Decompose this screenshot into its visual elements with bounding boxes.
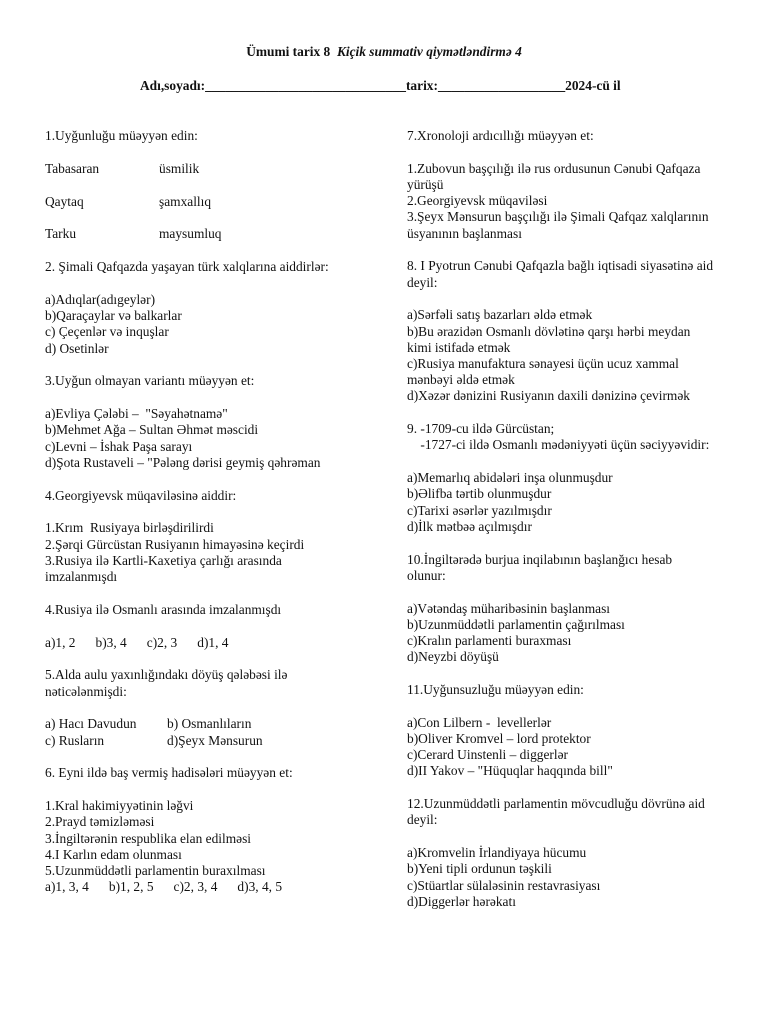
answer-option[interactable]: b)Uzunmüddətli parlamentin çağırılması: [407, 616, 625, 632]
question-title: 9. -1709-cu ildə Gürcüstan;: [407, 421, 555, 437]
answer-option[interactable]: b) Osmanlıların: [167, 716, 252, 732]
question-title: nəticələnmişdi:: [45, 683, 127, 699]
answer-option[interactable]: c)Stüartlar sülaləsinin restavrasiyası: [407, 877, 601, 893]
match-row: [45, 226, 385, 242]
answer-option[interactable]: a) Hacı Davudun: [45, 716, 137, 732]
list-item: 2.Şərqi Gürcüstan Rusiyanın himayəsinə keçirdi: [45, 536, 305, 552]
list-item: yürüşü: [407, 177, 444, 192]
list-item: imzalanmışdı: [45, 569, 118, 584]
answer-options-row: [45, 733, 385, 749]
answer-option[interactable]: d)Şeyx Mənsurun: [167, 732, 263, 748]
question-title: 4.Georgiyevsk müqaviləsinə aiddir:: [45, 487, 237, 503]
answer-option[interactable]: a)Vətəndaş müharibəsinin başlanması: [407, 600, 611, 616]
answer-option[interactable]: mənbəyi əldə etmək: [407, 372, 515, 388]
answer-option[interactable]: d)İlk mətbəə açılmışdır: [407, 518, 532, 534]
question-title: 8. I Pyotrun Cənubi Qafqazla bağlı iqtisadi siyasətinə aid: [407, 258, 714, 274]
date-field-label[interactable]: tarix:___________________: [405, 78, 566, 93]
question-title: 5.Alda aulu yaxınlığındakı döyüş qələbəsi ilə: [45, 667, 288, 683]
answer-option[interactable]: c)Cerard Uinstenli – diggerlər: [407, 747, 569, 763]
answer-option[interactable]: b)Oliver Kromvel – lord protektor: [407, 731, 591, 747]
answer-option[interactable]: a)Con Lilbern - levellerlər: [407, 714, 552, 730]
subject-title: Ümumi tarix 8: [246, 44, 331, 59]
answer-option[interactable]: d)3, 4, 5: [237, 879, 283, 895]
assessment-title: Kiçik summativ qiymətləndirmə 4: [336, 44, 522, 59]
answer-option[interactable]: c)Levni – İshak Paşa sarayı: [45, 438, 193, 454]
list-item: 2.Georgiyevsk müqaviləsi: [407, 193, 548, 209]
question-title: 3.Uyğun olmayan variantı müəyyən et:: [45, 373, 255, 389]
match-right: üsmilik: [159, 160, 200, 176]
answer-option[interactable]: d) Osetinlər: [45, 340, 109, 356]
list-item: 3.İngiltərənin respublika elan edilməsi: [45, 830, 252, 846]
answer-option[interactable]: kimi istifadə etmək: [407, 339, 511, 355]
question-title: deyil:: [407, 274, 438, 290]
question-title: 11.Uyğunsuzluğu müəyyən edin:: [407, 682, 584, 698]
question-title: deyil:: [407, 812, 438, 828]
answer-option[interactable]: c)Tarixi əsərlər yazılmışdır: [407, 502, 552, 518]
answer-option[interactable]: c)2, 3: [146, 634, 178, 650]
answer-option[interactable]: c) Rusların: [45, 732, 105, 748]
list-item: 1.Krım Rusiyaya birləşdirilirdi: [45, 520, 214, 536]
answer-option[interactable]: a)Memarlıq abidələri inşa olunmuşdur: [407, 470, 613, 486]
answer-options-row: [45, 879, 385, 895]
answer-option[interactable]: b)Mehmet Ağa – Sultan Əhmət məscidi: [45, 422, 259, 438]
answer-option[interactable]: b)Qaraçaylar və balkarlar: [45, 308, 182, 324]
answer-option[interactable]: a)Kromvelin İrlandiyaya hücumu: [407, 845, 587, 861]
answer-option[interactable]: a)Adıqlar(adıgeylər): [45, 291, 156, 307]
list-item: üsyanının başlanması: [407, 225, 522, 241]
list-item: 3.Şeyx Mənsurun başçılığı ilə Şimali Qafqaz xalqlarının: [407, 209, 709, 225]
question-title: olunur:: [407, 567, 446, 583]
answer-option[interactable]: b)3, 4: [95, 634, 127, 650]
answer-option[interactable]: c)Rusiya manufaktura sənayesi üçün ucuz xammal: [407, 356, 679, 372]
list-item: 2.Prayd təmizləməsi: [45, 814, 155, 830]
right-column: [407, 128, 727, 910]
match-right: şamxallıq: [159, 193, 212, 209]
question-title: 2. Şimali Qafqazda yaşayan türk xalqlarına aiddirlər:: [45, 259, 329, 275]
match-left: Tarku: [45, 226, 77, 242]
answer-option[interactable]: b)Bu ərazidən Osmanlı dövlətinə qarşı hərbi meydan: [407, 323, 691, 339]
answer-option[interactable]: d)Xəzər dənizini Rusiyanın daxili dənizinə çevirmək: [407, 388, 690, 404]
answer-option[interactable]: b)Yeni tipli ordunun təşkili: [407, 861, 552, 877]
answer-option[interactable]: d)Şota Rustaveli – "Pələng dərisi geymiş qəhrəman: [45, 454, 321, 470]
answer-option[interactable]: a)1, 3, 4: [45, 879, 89, 895]
match-left: Tabasaran: [45, 160, 100, 176]
answer-options-row: [45, 716, 385, 732]
answer-option[interactable]: c)Kralın parlamenti buraxması: [407, 633, 572, 649]
match-right: maysumluq: [159, 226, 222, 242]
match-row: [45, 161, 385, 177]
list-item: 3.Rusiya ilə Kartli-Kaxetiya çarlığı arasında: [45, 552, 282, 568]
answer-option[interactable]: c)2, 3, 4: [173, 879, 218, 895]
year-label: 2024-cü il: [565, 78, 621, 93]
question-title: 10.İngiltərədə burjua inqilabının başlanğıcı hesab: [407, 551, 673, 567]
answer-option[interactable]: a)Evliya Çələbi – "Səyahətnamə": [45, 406, 228, 422]
list-item: 4.I Karlın edam olunması: [45, 846, 182, 862]
question-title: 1.Uyğunluğu müəyyən edin:: [45, 128, 198, 143]
question-title: -1727-ci ildə Osmanlı mədəniyyəti üçün səciyyəvidir:: [407, 437, 710, 453]
list-item: 4.Rusiya ilə Osmanlı arasında imzalanmışdı: [45, 601, 282, 617]
answer-options-row: [45, 635, 385, 651]
question-title: 7.Xronoloji ardıcıllığı müəyyən et:: [407, 128, 594, 143]
answer-option[interactable]: d)II Yakov – "Hüquqlar haqqında bill": [407, 763, 613, 779]
answer-option[interactable]: d)1, 4: [197, 634, 229, 650]
student-info-line: [140, 78, 740, 94]
left-column: [45, 128, 385, 895]
question-title: 6. Eyni ildə baş vermiş hadisələri müəyyən et:: [45, 765, 293, 781]
answer-option[interactable]: a)Sərfəli satış bazarları əldə etmək: [407, 307, 593, 323]
page-title: [0, 44, 768, 60]
answer-option[interactable]: a)1, 2: [45, 634, 76, 650]
answer-option[interactable]: d)Neyzbi döyüşü: [407, 649, 499, 665]
match-left: Qaytaq: [45, 193, 84, 209]
answer-option[interactable]: d)Diggerlər hərəkatı: [407, 893, 516, 909]
answer-option[interactable]: c) Çeçenlər və inquşlar: [45, 324, 169, 340]
list-item: 5.Uzunmüddətli parlamentin buraxılması: [45, 863, 266, 878]
name-field-label[interactable]: Adı,soyadı:______________________________: [140, 78, 406, 93]
list-item: 1.Kral hakimiyyətinin ləğvi: [45, 798, 194, 814]
list-item: 1.Zubovun başçılığı ilə rus ordusunun Cənubi Qafqaza: [407, 160, 701, 176]
answer-option[interactable]: b)1, 2, 5: [108, 879, 154, 895]
question-title: 12.Uzunmüddətli parlamentin mövcudluğu dövrünə aid: [407, 796, 705, 812]
match-row: [45, 194, 385, 210]
answer-option[interactable]: b)Əlifba tərtib olunmuşdur: [407, 486, 552, 502]
